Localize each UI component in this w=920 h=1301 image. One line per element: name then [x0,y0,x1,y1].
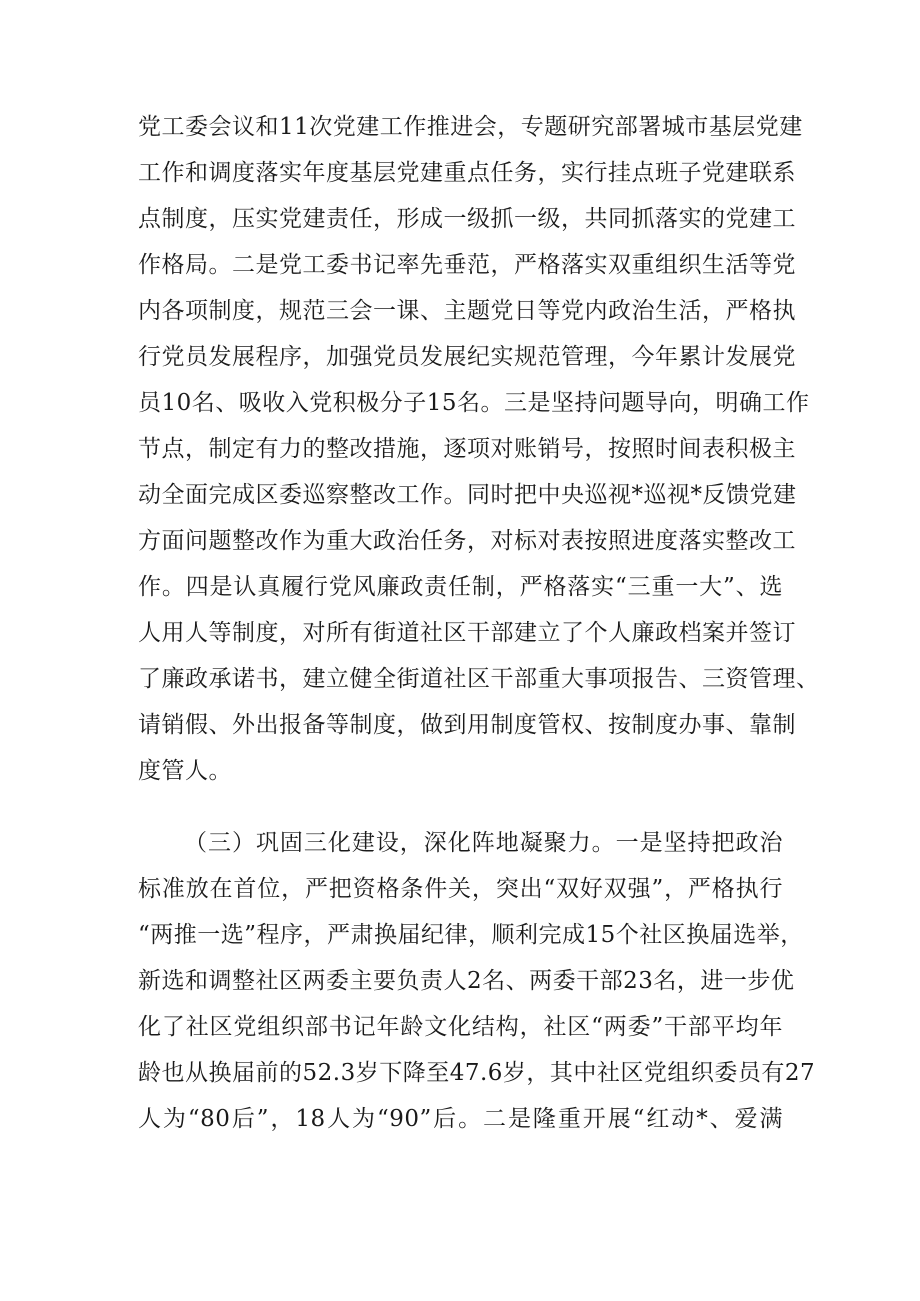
paragraph-2 [138,820,816,1142]
paragraph-1-line-7: 员10名、吸收入党积极分子15名。三是坚持问题导向，明确工作 [138,390,810,416]
paragraph-1-line-6: 行党员发展程序，加强党员发展纪实规范管理，今年累计发展党 [138,344,796,370]
paragraph-1-line-13: 了廉政承诺书，建立健全街道社区干部重大事项报告、三资管理、 [138,666,820,692]
paragraph-1-line-3: 点制度，压实党建责任，形成一级抓一级，共同抓落实的党建工 [138,206,796,232]
paragraph-2-line-4: 新选和调整社区两委主要负责人2名、两委干部23名，进一步优 [138,968,795,994]
paragraph-1-line-15: 度管人。 [138,758,232,784]
paragraph-1-line-8: 节点，制定有力的整改措施，逐项对账销号，按照时间表积极主 [138,436,796,462]
paragraph-1-line-12: 人用人等制度，对所有街道社区干部建立了个人廉政档案并签订 [138,620,796,646]
paragraph-2-line-6: 龄也从换届前的52.3岁下降至47.6岁，其中社区党组织委员有27 [138,1060,816,1086]
paragraph-2-line-5: 化了社区党组织部书记年龄文化结构，社区“两委”干部平均年 [138,1014,783,1040]
paragraph-1 [138,104,820,794]
paragraph-1-line-9: 动全面完成区委巡察整改工作。同时把中央巡视*巡视*反馈党建 [138,482,797,508]
paragraph-1-line-2: 工作和调度落实年度基层党建重点任务，实行挂点班子党建联系 [138,160,796,186]
paragraph-1-line-4: 作格局。二是党工委书记率先垂范，严格落实双重组织生活等党 [138,252,796,278]
paragraph-2-line-2: 标准放在首位，严把资格条件关，突出“双好双强”，严格执行 [138,876,783,902]
paragraph-1-line-5: 内各项制度，规范三会一课、主题党日等党内政治生活，严格执 [138,298,796,324]
paragraph-2-line-7: 人为“80后”，18人为“90”后。二是隆重开展“红动*、爱满 [138,1106,783,1132]
paragraph-1-line-10: 方面问题整改作为重大政治任务，对标对表按照进度落实整改工 [138,528,796,554]
paragraph-spacer [138,794,783,820]
paragraph-2-line-3: “两推一选”程序，严肃换届纪律，顺利完成15个社区换届选举， [138,922,804,948]
paragraph-2-line-1: （三）巩固三化建设，深化阵地凝聚力。一是坚持把政治 [184,830,783,856]
document-body [138,104,820,1142]
paragraph-1-line-1: 党工委会议和11次党建工作推进会，专题研究部署城市基层党建 [138,114,803,140]
paragraph-1-line-14: 请销假、外出报备等制度，做到用制度管权、按制度办事、靠制 [138,712,796,738]
paragraph-1-line-11: 作。四是认真履行党风廉政责任制，严格落实“三重一大”、选 [138,574,783,600]
